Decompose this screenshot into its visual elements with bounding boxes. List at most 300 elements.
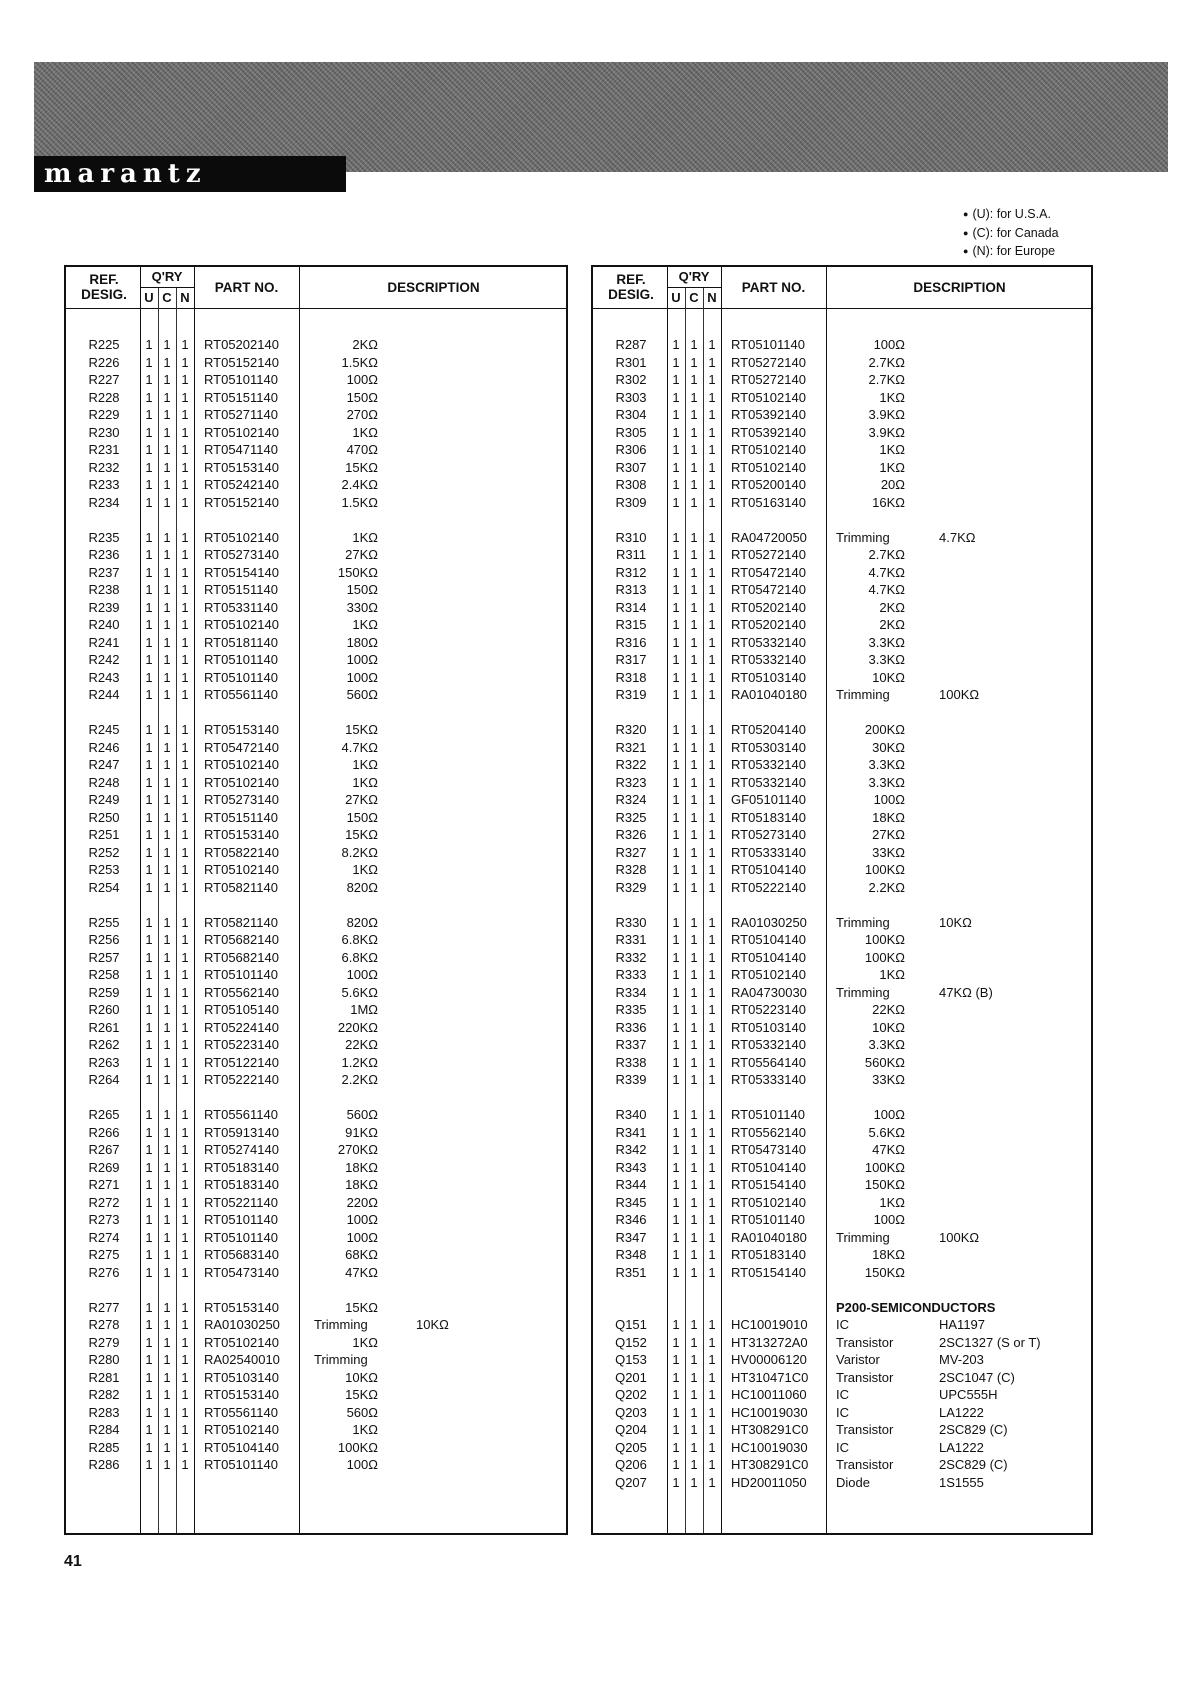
- ref-desig: R329: [615, 879, 647, 895]
- component-type: Trimming: [836, 529, 890, 545]
- qty-c: 1: [163, 844, 171, 860]
- page-number: 41: [64, 1553, 82, 1570]
- qty-n: 1: [181, 1422, 189, 1437]
- qty-u: 1: [145, 1317, 153, 1332]
- part-row: [593, 529, 1091, 547]
- part-row: [66, 914, 566, 932]
- qty-c: 1: [690, 914, 698, 930]
- part-row: [593, 634, 1091, 652]
- value: 100Ω: [346, 1212, 378, 1227]
- ref-desig: R308: [615, 477, 647, 492]
- part-row: [593, 1439, 1091, 1457]
- value: 150Ω: [346, 389, 378, 405]
- ref-desig: R256: [88, 932, 120, 947]
- part-no: RT05153140: [204, 827, 279, 842]
- qty-c: 1: [690, 1334, 698, 1350]
- qty-n: 1: [708, 1212, 716, 1227]
- qty-u: 1: [672, 442, 680, 457]
- qty-c: 1: [690, 652, 698, 667]
- ref-desig: R281: [88, 1369, 120, 1385]
- ref-desig: R236: [88, 547, 120, 562]
- qty-c: 1: [690, 1457, 698, 1472]
- qty-u: 1: [145, 1264, 153, 1280]
- qty-u: 1: [672, 1247, 680, 1262]
- qty-u: 1: [145, 1247, 153, 1262]
- part-no: HD20011050: [731, 1474, 807, 1490]
- part-no: RT05183140: [731, 1247, 806, 1262]
- part-no: RT05151140: [204, 809, 278, 825]
- component-spec: 1S1555: [939, 1474, 984, 1490]
- ref-desig: R255: [88, 914, 120, 930]
- part-no: RT05682140: [204, 932, 279, 947]
- part-row: [66, 686, 566, 704]
- value: 820Ω: [346, 879, 378, 895]
- ref-desig: R250: [88, 809, 120, 825]
- value: 1.2KΩ: [341, 1054, 378, 1070]
- part-no: RT05102140: [204, 529, 279, 545]
- component-type: IC: [836, 1439, 849, 1455]
- part-row: [593, 931, 1091, 949]
- qty-c: 1: [690, 792, 698, 807]
- qty-n: 1: [708, 844, 716, 860]
- part-no: RT05202140: [731, 617, 806, 632]
- ref-desig: R348: [615, 1247, 647, 1262]
- qty-c: 1: [690, 1404, 698, 1420]
- qty-u: 1: [672, 669, 680, 685]
- ref-desig: R264: [88, 1072, 120, 1087]
- qty-c: 1: [690, 424, 698, 440]
- qty-u: 1: [145, 424, 153, 440]
- part-no: RT05153140: [204, 722, 279, 737]
- value: 68KΩ: [345, 1247, 378, 1262]
- ref-desig: R309: [615, 494, 647, 510]
- qty-u: 1: [145, 809, 153, 825]
- qty-n: 1: [181, 1229, 189, 1245]
- part-no: RT05222140: [731, 879, 806, 895]
- value: 100Ω: [346, 669, 378, 685]
- ref-desig: R245: [88, 722, 120, 737]
- part-row: [593, 1456, 1091, 1474]
- ref-desig: R279: [88, 1334, 120, 1350]
- value: 16KΩ: [872, 494, 905, 510]
- component-spec: 100KΩ: [939, 687, 980, 702]
- qty-n: 1: [181, 1072, 189, 1087]
- ref-desig: R323: [615, 774, 647, 790]
- part-no: RT05104140: [731, 1159, 806, 1175]
- ref-desig: R314: [615, 599, 647, 615]
- qty-c: 1: [163, 1247, 171, 1262]
- ref-desig: R249: [88, 792, 120, 807]
- qty-u: 1: [145, 1107, 153, 1122]
- qty-n: 1: [181, 914, 189, 930]
- qty-u: 1: [145, 354, 153, 370]
- ref-desig: R277: [88, 1299, 120, 1315]
- ref-desig: R327: [615, 844, 647, 860]
- part-row: [593, 459, 1091, 477]
- part-row: [66, 354, 566, 372]
- qty-u: 1: [672, 1194, 680, 1210]
- qty-n: 1: [181, 1124, 189, 1140]
- qty-n: 1: [708, 827, 716, 842]
- value: 3.3KΩ: [868, 774, 905, 790]
- value: 150KΩ: [864, 1264, 905, 1280]
- value: 100Ω: [873, 792, 905, 807]
- qty-c: 1: [690, 1247, 698, 1262]
- qty-n: 1: [708, 722, 716, 737]
- part-row: [593, 669, 1091, 687]
- value: 100Ω: [346, 1229, 378, 1245]
- qty-n: 1: [708, 529, 716, 545]
- qty-n: 1: [708, 774, 716, 790]
- qty-n: 1: [708, 337, 716, 352]
- ref-desig: R266: [88, 1124, 120, 1140]
- qty-n: 1: [181, 879, 189, 895]
- qty-u: 1: [145, 967, 153, 982]
- value: 100Ω: [873, 337, 905, 352]
- part-no: RT05333140: [731, 844, 806, 860]
- component-spec: 2SC829 (C): [939, 1457, 1008, 1472]
- ref-desig: R262: [88, 1037, 120, 1052]
- qty-c: 1: [690, 1474, 698, 1490]
- part-row: [66, 564, 566, 582]
- part-no: RT05471140: [204, 442, 278, 457]
- value: 33KΩ: [872, 1072, 905, 1087]
- part-row: [66, 494, 566, 512]
- qty-c: 1: [690, 722, 698, 737]
- part-row: [66, 739, 566, 757]
- qty-u: 1: [145, 862, 153, 877]
- part-no: RA04720050: [731, 529, 807, 545]
- part-row: [66, 984, 566, 1002]
- qty-n: 1: [181, 792, 189, 807]
- value: 15KΩ: [345, 459, 378, 475]
- value: 200KΩ: [864, 722, 905, 737]
- part-no: RA02540010: [204, 1352, 280, 1367]
- qty-u: 1: [145, 1457, 153, 1472]
- part-no: RT05183140: [204, 1177, 279, 1192]
- value: 150KΩ: [864, 1177, 905, 1192]
- part-no: RT05163140: [731, 494, 806, 510]
- qty-c: 1: [163, 1037, 171, 1052]
- part-row: [593, 599, 1091, 617]
- qty-u: 1: [672, 687, 680, 702]
- header-description: DESCRIPTION: [387, 280, 480, 295]
- part-no: RT05472140: [204, 739, 279, 755]
- value: 22KΩ: [872, 1002, 905, 1017]
- ref-desig: R311: [615, 547, 647, 562]
- qty-n: 1: [181, 564, 189, 580]
- part-no: RT05274140: [204, 1142, 279, 1157]
- part-row: [593, 1019, 1091, 1037]
- part-row: [66, 1386, 566, 1404]
- qty-u: 1: [145, 914, 153, 930]
- ref-desig: R260: [88, 1002, 120, 1017]
- qty-c: 1: [163, 687, 171, 702]
- value: 5.6KΩ: [341, 984, 378, 1000]
- part-no: RT05101140: [204, 652, 278, 667]
- value: 15KΩ: [345, 1299, 378, 1315]
- part-no: RT05561140: [204, 687, 278, 702]
- qty-u: 1: [145, 1019, 153, 1035]
- part-no: RT05202140: [204, 337, 279, 352]
- qty-u: 1: [672, 1422, 680, 1437]
- qty-c: 1: [690, 1229, 698, 1245]
- qty-n: 1: [708, 407, 716, 422]
- qty-n: 1: [708, 1474, 716, 1490]
- qty-u: 1: [672, 547, 680, 562]
- qty-n: 1: [181, 844, 189, 860]
- ref-desig: R271: [88, 1177, 120, 1192]
- qty-n: 1: [708, 1422, 716, 1437]
- part-row: [66, 1404, 566, 1422]
- qty-c: 1: [690, 809, 698, 825]
- value: 3.3KΩ: [868, 1037, 905, 1052]
- qty-n: 1: [181, 1142, 189, 1157]
- part-no: RT05562140: [204, 984, 279, 1000]
- ref-desig: R282: [88, 1387, 120, 1402]
- part-row: [593, 809, 1091, 827]
- header-c: C: [689, 290, 699, 305]
- component-type: IC: [836, 1404, 849, 1420]
- value: 100KΩ: [864, 932, 905, 947]
- value: 270KΩ: [337, 1142, 378, 1157]
- qty-n: 1: [181, 862, 189, 877]
- component-spec: 100KΩ: [939, 1229, 980, 1245]
- ref-desig: R328: [615, 862, 647, 877]
- legend-item: ● (U): for U.S.A.: [963, 206, 1059, 225]
- qty-n: 1: [181, 634, 189, 650]
- qty-u: 1: [672, 1229, 680, 1245]
- part-no: GF05101140: [731, 792, 806, 807]
- value: 100Ω: [346, 1457, 378, 1472]
- qty-n: 1: [181, 1212, 189, 1227]
- part-no: RT05101140: [204, 1457, 278, 1472]
- qty-n: 1: [708, 1404, 716, 1420]
- qty-c: 1: [690, 1054, 698, 1070]
- brand-logo: marantz: [34, 156, 346, 192]
- part-row: [593, 336, 1091, 354]
- qty-u: 1: [672, 1457, 680, 1472]
- value: 5.6KΩ: [868, 1124, 905, 1140]
- ref-desig: R322: [615, 757, 647, 772]
- part-no: RT05152140: [204, 354, 279, 370]
- qty-n: 1: [708, 442, 716, 457]
- value: 1KΩ: [352, 862, 378, 877]
- value: 100KΩ: [864, 862, 905, 877]
- part-row: [593, 406, 1091, 424]
- qty-u: 1: [145, 529, 153, 545]
- qty-c: 1: [690, 337, 698, 352]
- part-no: RT05200140: [731, 477, 806, 492]
- qty-u: 1: [672, 1054, 680, 1070]
- legend-item: ● (N): for Europe: [963, 243, 1059, 262]
- qty-n: 1: [708, 1317, 716, 1332]
- part-row: [66, 546, 566, 564]
- qty-n: 1: [181, 809, 189, 825]
- value: 10KΩ: [345, 1369, 378, 1385]
- part-row: [66, 1124, 566, 1142]
- qty-n: 1: [708, 949, 716, 965]
- part-no: RT05101140: [731, 1212, 805, 1227]
- qty-n: 1: [181, 529, 189, 545]
- part-no: RT05153140: [204, 1387, 279, 1402]
- qty-c: 1: [690, 529, 698, 545]
- qty-u: 1: [145, 949, 153, 965]
- qty-c: 1: [163, 722, 171, 737]
- value: 150KΩ: [337, 564, 378, 580]
- ref-desig: Q206: [615, 1457, 647, 1472]
- value: 27KΩ: [872, 827, 905, 842]
- part-no: RT05154140: [731, 1177, 806, 1192]
- part-no: RT05332140: [731, 757, 806, 772]
- part-no: RT05472140: [731, 582, 806, 597]
- qty-c: 1: [163, 1072, 171, 1087]
- qty-n: 1: [708, 1072, 716, 1087]
- qty-n: 1: [708, 687, 716, 702]
- part-row: [593, 721, 1091, 739]
- qty-n: 1: [181, 1317, 189, 1332]
- qty-u: 1: [672, 1002, 680, 1017]
- qty-c: 1: [690, 774, 698, 790]
- qty-u: 1: [145, 669, 153, 685]
- ref-desig: R312: [615, 564, 647, 580]
- qty-c: 1: [163, 809, 171, 825]
- qty-u: 1: [672, 529, 680, 545]
- ref-desig: R246: [88, 739, 120, 755]
- part-row: [593, 424, 1091, 442]
- qty-c: 1: [690, 1317, 698, 1332]
- qty-c: 1: [163, 564, 171, 580]
- qty-u: 1: [672, 459, 680, 475]
- value: 30KΩ: [872, 739, 905, 755]
- qty-n: 1: [181, 774, 189, 790]
- qty-u: 1: [145, 792, 153, 807]
- part-no: RA04730030: [731, 984, 807, 1000]
- component-spec: 47KΩ (B): [939, 984, 993, 1000]
- ref-desig: R347: [615, 1229, 647, 1245]
- region-legend: [963, 206, 1059, 262]
- ref-desig: R275: [88, 1247, 120, 1262]
- value: 3.3KΩ: [868, 634, 905, 650]
- qty-c: 1: [690, 1124, 698, 1140]
- part-no: RT05153140: [204, 459, 279, 475]
- qty-n: 1: [181, 1264, 189, 1280]
- qty-c: 1: [163, 862, 171, 877]
- part-no: RT05473140: [731, 1142, 806, 1157]
- qty-u: 1: [672, 494, 680, 510]
- qty-u: 1: [145, 1299, 153, 1315]
- ref-desig: R273: [88, 1212, 120, 1227]
- qty-n: 1: [181, 372, 189, 387]
- qty-n: 1: [181, 722, 189, 737]
- part-no: RT05224140: [204, 1019, 279, 1035]
- part-no: RT05101140: [204, 1212, 278, 1227]
- qty-c: 1: [163, 757, 171, 772]
- value: 6.8KΩ: [341, 932, 378, 947]
- part-row: [66, 1369, 566, 1387]
- qty-n: 1: [708, 984, 716, 1000]
- qty-n: 1: [181, 669, 189, 685]
- part-row: [593, 581, 1091, 599]
- part-no: RT05102140: [204, 1334, 279, 1350]
- qty-c: 1: [690, 1142, 698, 1157]
- part-row: [593, 861, 1091, 879]
- qty-n: 1: [181, 617, 189, 632]
- part-no: RT05102140: [731, 389, 806, 405]
- part-row: [593, 476, 1091, 494]
- part-row: [593, 1421, 1091, 1439]
- qty-n: 1: [708, 354, 716, 370]
- header-qry: Q'RY: [678, 269, 710, 284]
- qty-u: 1: [672, 582, 680, 597]
- qty-n: 1: [708, 1177, 716, 1192]
- qty-n: 1: [181, 477, 189, 492]
- qty-n: 1: [708, 739, 716, 755]
- section-title: P200-SEMICONDUCTORS: [836, 1299, 996, 1315]
- qty-n: 1: [181, 337, 189, 352]
- header-part-no: PART NO.: [741, 280, 806, 295]
- part-no: RT05102140: [731, 442, 806, 457]
- qty-c: 1: [690, 669, 698, 685]
- value: 1MΩ: [350, 1002, 378, 1017]
- qty-c: 1: [690, 1019, 698, 1035]
- ref-desig: R342: [615, 1142, 647, 1157]
- part-row: [66, 441, 566, 459]
- part-row: [66, 1141, 566, 1159]
- part-row: [593, 826, 1091, 844]
- part-no: RT05332140: [731, 1037, 806, 1052]
- value: 15KΩ: [345, 827, 378, 842]
- part-row: [66, 1421, 566, 1439]
- part-no: RT05223140: [204, 1037, 279, 1052]
- part-no: RT05332140: [731, 652, 806, 667]
- qty-n: 1: [708, 967, 716, 982]
- part-no: RT05183140: [204, 1159, 279, 1175]
- part-row: [66, 1211, 566, 1229]
- ref-desig: R344: [615, 1177, 647, 1192]
- qty-c: 1: [163, 1457, 171, 1472]
- part-row: [66, 651, 566, 669]
- ref-desig: R305: [615, 424, 647, 440]
- part-row: [66, 1456, 566, 1474]
- qty-c: 1: [690, 1352, 698, 1367]
- value: 1KΩ: [352, 424, 378, 440]
- qty-n: 1: [181, 459, 189, 475]
- part-row: [593, 686, 1091, 704]
- part-row: [593, 966, 1091, 984]
- qty-c: 1: [690, 1177, 698, 1192]
- qty-n: 1: [181, 442, 189, 457]
- qty-c: 1: [690, 1422, 698, 1437]
- qty-n: 1: [708, 494, 716, 510]
- ref-desig: R239: [88, 599, 120, 615]
- value: 27KΩ: [345, 792, 378, 807]
- part-no: RA01040180: [731, 687, 807, 702]
- part-no: RT05683140: [204, 1247, 279, 1262]
- part-no: RT05154140: [731, 1264, 806, 1280]
- component-type: Trimming: [314, 1352, 368, 1367]
- qty-u: 1: [145, 1439, 153, 1455]
- qty-u: 1: [672, 1107, 680, 1122]
- qty-n: 1: [708, 1054, 716, 1070]
- part-no: RA01030250: [731, 914, 807, 930]
- value: 20Ω: [880, 477, 905, 492]
- value: 100KΩ: [864, 949, 905, 965]
- qty-c: 1: [690, 547, 698, 562]
- part-no: HT313272A0: [731, 1334, 808, 1350]
- qty-u: 1: [672, 1037, 680, 1052]
- qty-c: 1: [163, 1369, 171, 1385]
